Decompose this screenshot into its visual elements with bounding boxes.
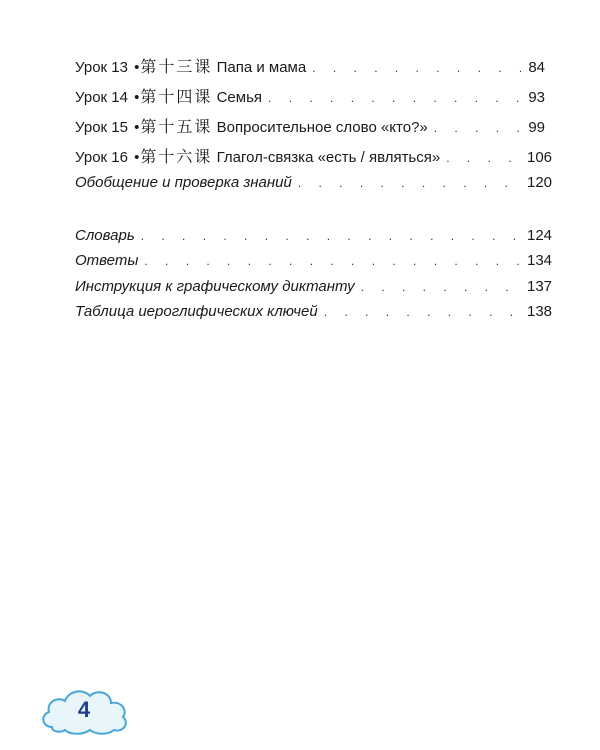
toc-entry-title: Словарь — [75, 227, 135, 244]
toc-entry-dictionary[interactable] — [75, 227, 553, 253]
toc-entry-title: Урок 16 •第十六课 Глагол-связка «есть / являться» — [75, 147, 441, 166]
chinese-lesson-label: 第十六课 — [140, 147, 213, 166]
dot-leader — [324, 305, 521, 319]
toc-entry-title: Обобщение и проверка знаний — [75, 174, 292, 191]
page-number: 4 — [77, 697, 91, 722]
toc-entry-lesson-15[interactable] — [75, 114, 545, 140]
toc-entry-lesson-13[interactable] — [75, 54, 545, 80]
toc-page-number: 120 — [527, 174, 553, 191]
dot-leader — [268, 91, 521, 105]
toc-entry-title: Таблица иероглифических ключей — [75, 303, 318, 320]
toc-page-number: 124 — [527, 227, 553, 244]
dot-leader — [298, 176, 521, 190]
toc-page-number: 106 — [527, 149, 553, 166]
toc-entry-title: Урок 15 •第十五课 Вопросительное слово «кто?» — [75, 117, 428, 136]
chinese-lesson-label: 第十三课 — [140, 57, 213, 76]
dot-leader — [361, 280, 521, 294]
dot-leader — [446, 151, 521, 165]
dot-leader — [434, 121, 521, 135]
dot-leader — [141, 229, 521, 243]
toc-page-number: 99 — [528, 119, 545, 136]
toc-entry-title: Ответы — [75, 252, 139, 269]
dot-leader — [144, 254, 521, 268]
toc-entry-radicals-table[interactable] — [75, 303, 553, 329]
dot-leader — [312, 61, 521, 75]
chinese-lesson-label: 第十四课 — [140, 87, 213, 106]
toc-entry-lesson-16[interactable] — [75, 144, 553, 170]
toc-page-number: 84 — [528, 59, 545, 76]
toc-entry-title: Инструкция к графическому диктанту — [75, 278, 355, 295]
toc-entry-answers[interactable] — [75, 252, 553, 278]
toc-page-number: 134 — [527, 252, 553, 269]
chinese-lesson-label: 第十五课 — [140, 117, 213, 136]
toc-entry-lesson-14[interactable] — [75, 84, 545, 110]
toc-entry-title: Урок 14 •第十四课 Семья — [75, 87, 263, 106]
toc-page-number: 93 — [528, 89, 545, 106]
toc-entry-title: Урок 13 •第十三课 Папа и мама — [75, 57, 307, 76]
toc-page-number: 137 — [527, 278, 553, 295]
toc-page-number: 138 — [527, 303, 553, 320]
toc-entry-review[interactable] — [75, 174, 553, 200]
toc-entry-dictation-instructions[interactable] — [75, 278, 553, 304]
